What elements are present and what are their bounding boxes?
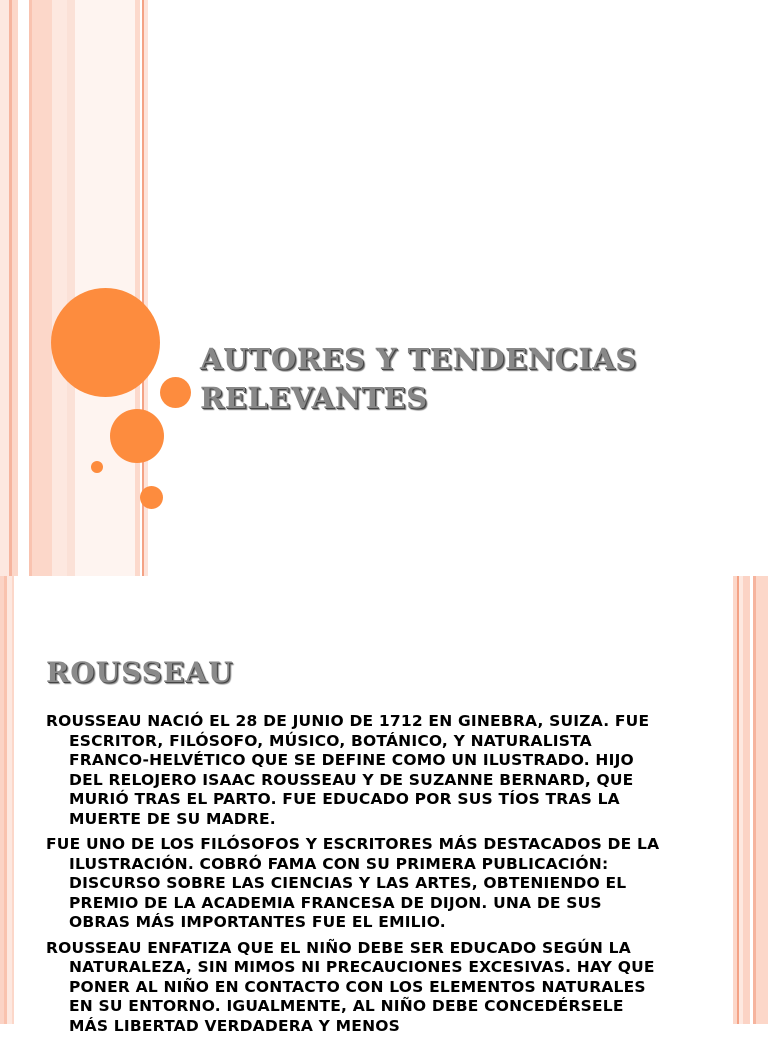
slide-body [46,712,666,1042]
small-circle-decoration [160,377,191,408]
slide-heading: ROUSSEAU [46,656,234,689]
slide-title: AUTORES Y TENDENCIAS RELEVANTES [200,342,637,415]
small-circle-decoration-2 [140,486,163,509]
paragraph: ROUSSEAU ENFATIZA QUE EL NIÑO DEBE SER EDUCADO SEGÚN LA NATURALEZA, SIN MIMOS NI PRECAUCIONES EXCESIVAS. HAY QUE PONER AL NIÑO EN CONTACTO CON LOS ELEMENTOS NATURALES EN SU ENTORNO. IGUALMENTE, AL NIÑO DEBE CONCEDÉRSELE MÁS LIBERTAD VERDADERA Y MENOS [46,938,655,1035]
content-slide [0,576,768,1035]
decorative-stripes [0,0,150,576]
paragraph: FUE UNO DE LOS FILÓSOFOS Y ESCRITORES MÁS DESTACADOS DE LA ILUSTRACIÓN. COBRÓ FAMA CON SU PRIMERA PUBLICACIÓN: DISCURSO SOBRE LAS CIENCIAS Y LAS ARTES, OBTENIENDO EL PREMIO DE LA ACADEMIA FRANCESA DE DIJON. UNA DE SUS OBRAS MÁS IMPORTANTES FUE EL EMILIO. [46,835,660,931]
medium-circle-decoration [110,409,164,463]
large-circle-decoration [51,288,160,397]
tiny-circle-decoration [91,461,103,473]
paragraph: ROUSSEAU NACIÓ EL 28 DE JUNIO DE 1712 EN GINEBRA, SUIZA. FUE ESCRITOR, FILÓSOFO, MÚSICO, BOTÁNICO, Y NATURALISTA FRANCO-HELVÉTICO QUE SE DEFINE COMO UN ILUSTRADO. HIJO DEL RELOJERO ISAAC ROUSSEAU Y DE SUZANNE BERNARD, QUE MURIÓ TRAS EL PARTO. FUE EDUCADO POR SUS TÍOS TRAS LA MUERTE DE SU MADRE. [46,712,650,828]
